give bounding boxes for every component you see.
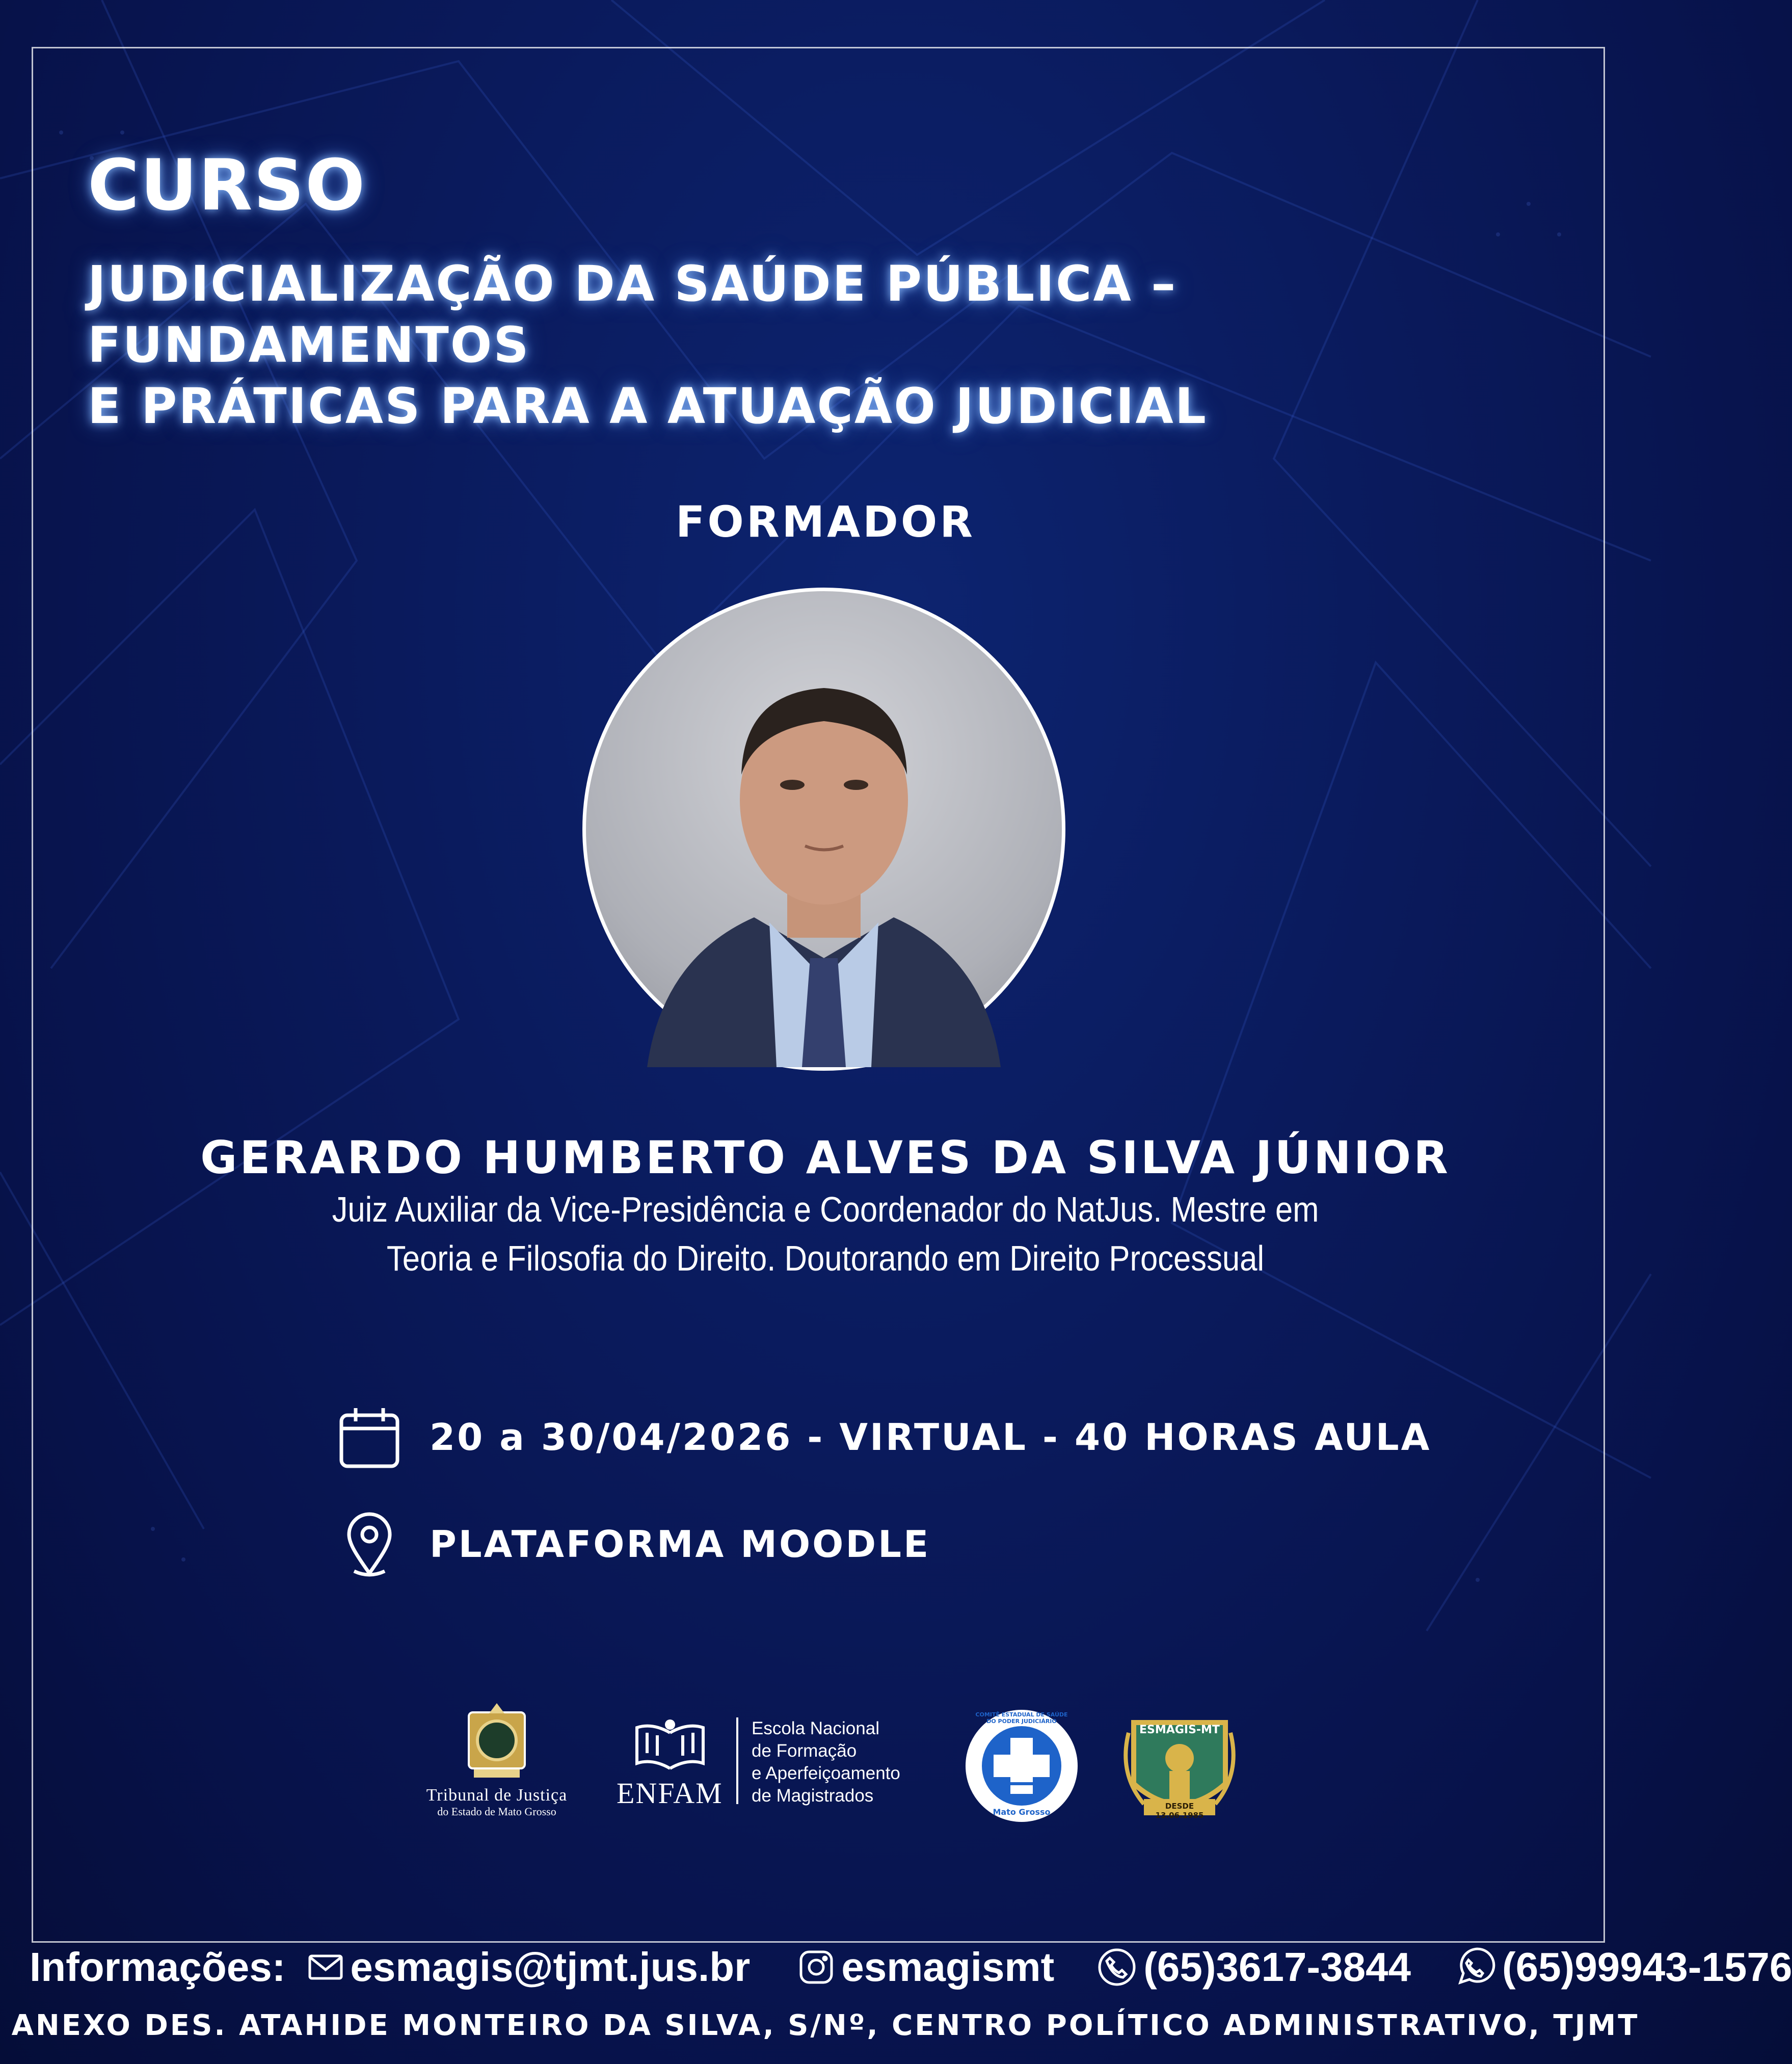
enfam-divider bbox=[736, 1717, 738, 1804]
course-title-line-1: JUDICIALIZAÇÃO DA SAÚDE PÚBLICA – FUNDAMENTOS bbox=[88, 255, 1178, 374]
trainer-bio-line-1: Juiz Auxiliar da Vice-Presidência e Coordenador do NatJus. Mestre em bbox=[332, 1189, 1319, 1229]
instagram-contact[interactable] bbox=[798, 1944, 1054, 1991]
platform-row bbox=[334, 1509, 930, 1580]
enfam-fullname bbox=[752, 1717, 900, 1807]
enfam-book-icon bbox=[632, 1717, 708, 1774]
date-row bbox=[334, 1401, 1431, 1473]
tjmt-logo bbox=[408, 1702, 586, 1824]
footer-contacts bbox=[30, 1939, 1792, 1995]
whatsapp-contact[interactable] bbox=[1454, 1944, 1792, 1991]
address: ANEXO DES. ATAHIDE MONTEIRO DA SILVA, S/Nº, CENTRO POLÍTICO ADMINISTRATIVO, TJMT bbox=[11, 2009, 1640, 2042]
tjmt-name: Tribunal de Justiça bbox=[426, 1786, 568, 1805]
date-text: 20 a 30/04/2026 - VIRTUAL - 40 HORAS AULA bbox=[430, 1416, 1432, 1459]
whatsapp-text: (65)99943-1576 bbox=[1502, 1944, 1792, 1990]
trainer-photo bbox=[582, 588, 1065, 1071]
email-contact[interactable] bbox=[308, 1944, 750, 1991]
trainer-name: GERARDO HUMBERTO ALVES DA SILVA JÚNIOR bbox=[200, 1131, 1451, 1184]
phone-text: (65)3617-3844 bbox=[1143, 1944, 1411, 1990]
partner-logos bbox=[0, 1702, 1651, 1835]
comite-bottom-text: Mato Grosso bbox=[993, 1807, 1051, 1817]
trainer-bio bbox=[278, 1185, 1372, 1283]
instagram-icon bbox=[798, 1949, 834, 1985]
tjmt-subtitle: do Estado de Mato Grosso bbox=[437, 1805, 556, 1818]
esmagis-since: DESDE 13.06.1985 bbox=[1155, 1802, 1204, 1820]
phone-contact[interactable] bbox=[1098, 1944, 1411, 1991]
envelope-icon bbox=[308, 1954, 343, 1980]
trainer-section-label: FORMADOR bbox=[676, 497, 975, 547]
instagram-text: esmagismt bbox=[841, 1944, 1055, 1990]
comite-ring-text: COMITÊ ESTADUAL DE SAÚDE DO PODER JUDICIÁRIO bbox=[975, 1711, 1068, 1725]
location-pin-icon bbox=[334, 1509, 405, 1580]
course-title bbox=[88, 253, 1591, 437]
enfam-line-2: de Formação bbox=[752, 1741, 857, 1761]
whatsapp-icon bbox=[1454, 1947, 1495, 1988]
enfam-acronym: ENFAM bbox=[617, 1777, 723, 1810]
enfam-line-1: Escola Nacional bbox=[752, 1718, 879, 1738]
course-kicker: CURSO bbox=[88, 144, 366, 226]
calendar-icon bbox=[334, 1401, 405, 1473]
email-text: esmagis@tjmt.jus.br bbox=[350, 1944, 751, 1990]
esmagis-logo bbox=[1118, 1702, 1241, 1824]
course-title-line-2: E PRÁTICAS PARA A ATUAÇÃO JUDICIAL bbox=[88, 378, 1208, 435]
enfam-line-4: de Magistrados bbox=[752, 1786, 874, 1806]
enfam-logo bbox=[617, 1717, 932, 1830]
tjmt-crest-icon bbox=[459, 1702, 535, 1784]
esmagis-banner: ESMAGIS-MT bbox=[1139, 1724, 1220, 1736]
phone-icon bbox=[1098, 1948, 1136, 1987]
platform-text: PLATAFORMA MOODLE bbox=[430, 1523, 931, 1566]
trainer-bio-line-2: Teoria e Filosofia do Direito. Doutorando em Direito Processual bbox=[386, 1238, 1265, 1278]
comite-logo bbox=[963, 1707, 1080, 1824]
info-label: Informações: bbox=[30, 1944, 286, 1990]
enfam-line-3: e Aperfeiçoamento bbox=[752, 1763, 900, 1783]
